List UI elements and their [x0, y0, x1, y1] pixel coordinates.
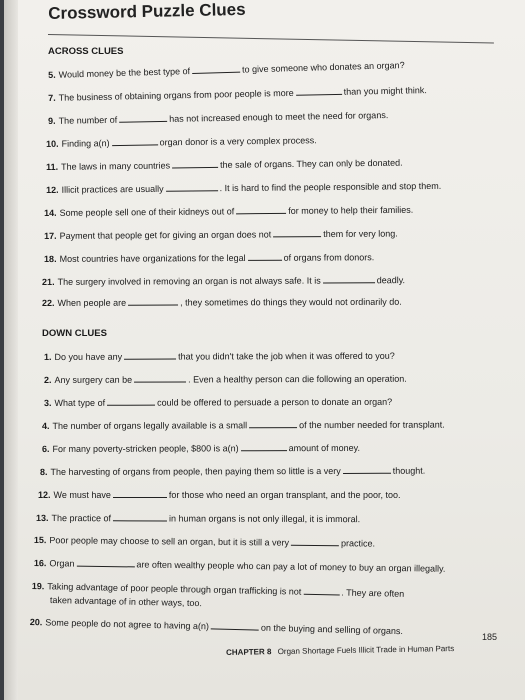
clue-text-after: . It is hard to find the people responsible and stop them.	[219, 180, 442, 194]
across-clue	[46, 179, 441, 195]
page-number: 185	[482, 632, 498, 642]
answer-blank	[113, 488, 167, 498]
clue-number: 2.	[44, 374, 52, 385]
clue-number: 1.	[44, 351, 52, 362]
clue-text-after: for those who need an organ transplant, and the poor, too.	[168, 490, 401, 500]
clue-number: 21.	[42, 276, 55, 287]
answer-blank	[248, 251, 282, 261]
across-clue	[48, 108, 388, 126]
clue-number: 12.	[38, 490, 51, 500]
clue-text-after: than you might think.	[343, 85, 427, 97]
clue-number: 9.	[48, 115, 56, 126]
clue-text-before: The number of	[58, 114, 118, 126]
clue-text-after: of the number needed for transplant.	[299, 419, 445, 431]
clue-text-before: Some people do not agree to having a(n)	[45, 617, 210, 632]
clue-text-after: in human organs is not only illegal, it is immoral.	[169, 513, 361, 525]
clue-number: 12.	[46, 184, 59, 195]
clue-text-before: The harvesting of organs from people, then paying them so little is a very	[50, 465, 341, 477]
clue-text-before: When people are	[57, 297, 127, 308]
clue-text-before: We must have	[53, 490, 111, 500]
clue-number: 19.	[31, 580, 45, 592]
clue-text-after: has not increased enough to meet the need for organs.	[169, 110, 389, 124]
answer-blank	[236, 204, 286, 214]
clue-text-before: Would money be the best type of	[58, 66, 191, 80]
answer-blank	[107, 396, 155, 406]
clue-text-after: the sale of organs. They can only be donated.	[220, 157, 403, 170]
down-clue	[44, 372, 407, 385]
answer-blank	[303, 585, 339, 596]
across-clue	[48, 83, 427, 103]
clue-text-after: , they sometimes do things they would not ordinarily do.	[180, 296, 402, 308]
answer-blank	[192, 63, 240, 74]
clue-text-before: The number of organs legally available is a small	[52, 420, 248, 431]
down-clue-continuation: taken advantage of in other ways, too.	[49, 595, 203, 609]
clue-text-before: Do you have any	[54, 351, 123, 362]
clue-text-after: . Even a healthy person can die following an operation.	[188, 373, 407, 385]
clue-number: 6.	[42, 443, 50, 454]
across-heading: ACROSS CLUES	[48, 46, 124, 57]
clue-text-after: could be offered to persuade a person to donate an organ?	[157, 396, 393, 408]
down-clue	[34, 556, 446, 574]
clue-text-before: The laws in many countries	[61, 160, 171, 172]
clue-text-after: of organs from donors.	[283, 252, 375, 263]
textbook-page	[4, 0, 525, 700]
clue-text-after: that you didn't take the job when it was offered to you?	[178, 350, 395, 362]
page-title: Crossword Puzzle Clues	[48, 0, 246, 23]
clue-text-before: Most countries have organizations for the legal	[59, 252, 246, 264]
clue-number: 18.	[44, 253, 57, 264]
clue-text-before: Some people sell one of their kidneys out of	[59, 206, 235, 218]
answer-blank	[296, 85, 342, 96]
down-clue	[44, 349, 395, 362]
answer-blank	[119, 112, 167, 123]
answer-blank	[273, 227, 321, 237]
answer-blank	[128, 296, 178, 306]
down-clue	[42, 441, 360, 454]
answer-blank	[343, 464, 391, 474]
clue-text-after: them for very long.	[323, 228, 398, 240]
clue-text-before: Poor people may choose to sell an organ, but it is still a very	[49, 535, 290, 548]
clue-number: 17.	[44, 230, 57, 241]
clue-text-before: What type of	[54, 397, 106, 408]
clue-text-before: The surgery involved in removing an organ is not always safe. It is	[57, 275, 321, 287]
clue-number: 14.	[44, 207, 57, 218]
across-clue	[46, 133, 317, 149]
chapter-label: CHAPTER 8	[226, 647, 272, 657]
clue-text-after: on the buying and selling of organs.	[260, 622, 404, 637]
answer-blank	[249, 418, 297, 428]
clue-number: 15.	[33, 534, 47, 546]
answer-blank	[241, 441, 287, 451]
chapter-title: Organ Shortage Fuels Illicit Trade in Human Parts	[277, 644, 455, 657]
across-clue	[42, 295, 402, 308]
clue-number: 8.	[40, 466, 48, 477]
clue-text-after: deadly.	[376, 275, 406, 286]
answer-blank	[113, 511, 167, 521]
clue-text-after: amount of money.	[288, 442, 361, 454]
clue-text-before: Organ	[49, 558, 75, 569]
down-clue	[40, 464, 425, 477]
clue-text-after: practice.	[340, 538, 376, 549]
clue-number: 3.	[44, 397, 52, 408]
across-clue	[48, 58, 405, 80]
clue-number: 5.	[48, 69, 56, 80]
across-clue	[42, 273, 405, 287]
clue-text-before: Payment that people get for giving an organ does not	[59, 229, 272, 241]
clue-number: 13.	[35, 513, 49, 524]
clue-text-after: for money to help their families.	[288, 204, 414, 216]
down-clue	[36, 511, 360, 524]
clue-text-before: For many poverty-stricken people, $800 is a(n)	[52, 443, 239, 454]
clue-text-after: to give someone who donates an organ?	[241, 60, 405, 75]
across-clue	[44, 250, 374, 264]
down-clue	[34, 533, 375, 549]
across-clue	[46, 156, 403, 172]
answer-blank	[134, 373, 186, 383]
clue-number: 7.	[48, 92, 56, 103]
answer-blank	[323, 273, 375, 283]
answer-blank	[124, 350, 176, 360]
clue-text-after: organ donor is a very complex process.	[159, 135, 317, 148]
answer-blank	[166, 181, 218, 192]
down-heading: DOWN CLUES	[42, 328, 107, 339]
clue-text-before: The practice of	[51, 513, 112, 524]
answer-blank	[211, 619, 259, 630]
clue-text-after: thought.	[392, 465, 426, 476]
chapter-footer	[226, 644, 454, 657]
clue-text-before: Illicit practices are usually	[61, 183, 164, 195]
answer-blank	[172, 158, 218, 169]
clue-number: 4.	[42, 420, 50, 431]
clue-number: 16.	[33, 557, 47, 569]
down-clue	[42, 418, 445, 431]
down-clue	[30, 615, 403, 636]
page-gutter	[4, 0, 18, 700]
clue-text-after: . They are often	[341, 587, 405, 599]
clue-text-before: Any surgery can be	[54, 374, 133, 385]
down-clue	[44, 395, 392, 408]
clue-number: 22.	[42, 297, 55, 308]
clue-number: 20.	[29, 616, 43, 628]
answer-blank	[76, 557, 134, 568]
clue-number: 11.	[46, 161, 59, 172]
across-clue	[44, 227, 398, 241]
title-divider	[48, 34, 494, 44]
clue-number: 10.	[46, 138, 59, 149]
clue-text-before: The business of obtaining organs from poor people is more	[58, 87, 294, 103]
across-clue	[44, 203, 413, 218]
answer-blank	[291, 536, 339, 547]
clue-text-before: Finding a(n)	[61, 138, 110, 149]
clue-text-after: are often wealthy people who can pay a lot of money to buy an organ illegally.	[136, 559, 446, 574]
answer-blank	[112, 135, 158, 146]
down-clue	[38, 488, 401, 500]
clue-text-before: Taking advantage of poor people through organ trafficking is not	[47, 581, 302, 597]
